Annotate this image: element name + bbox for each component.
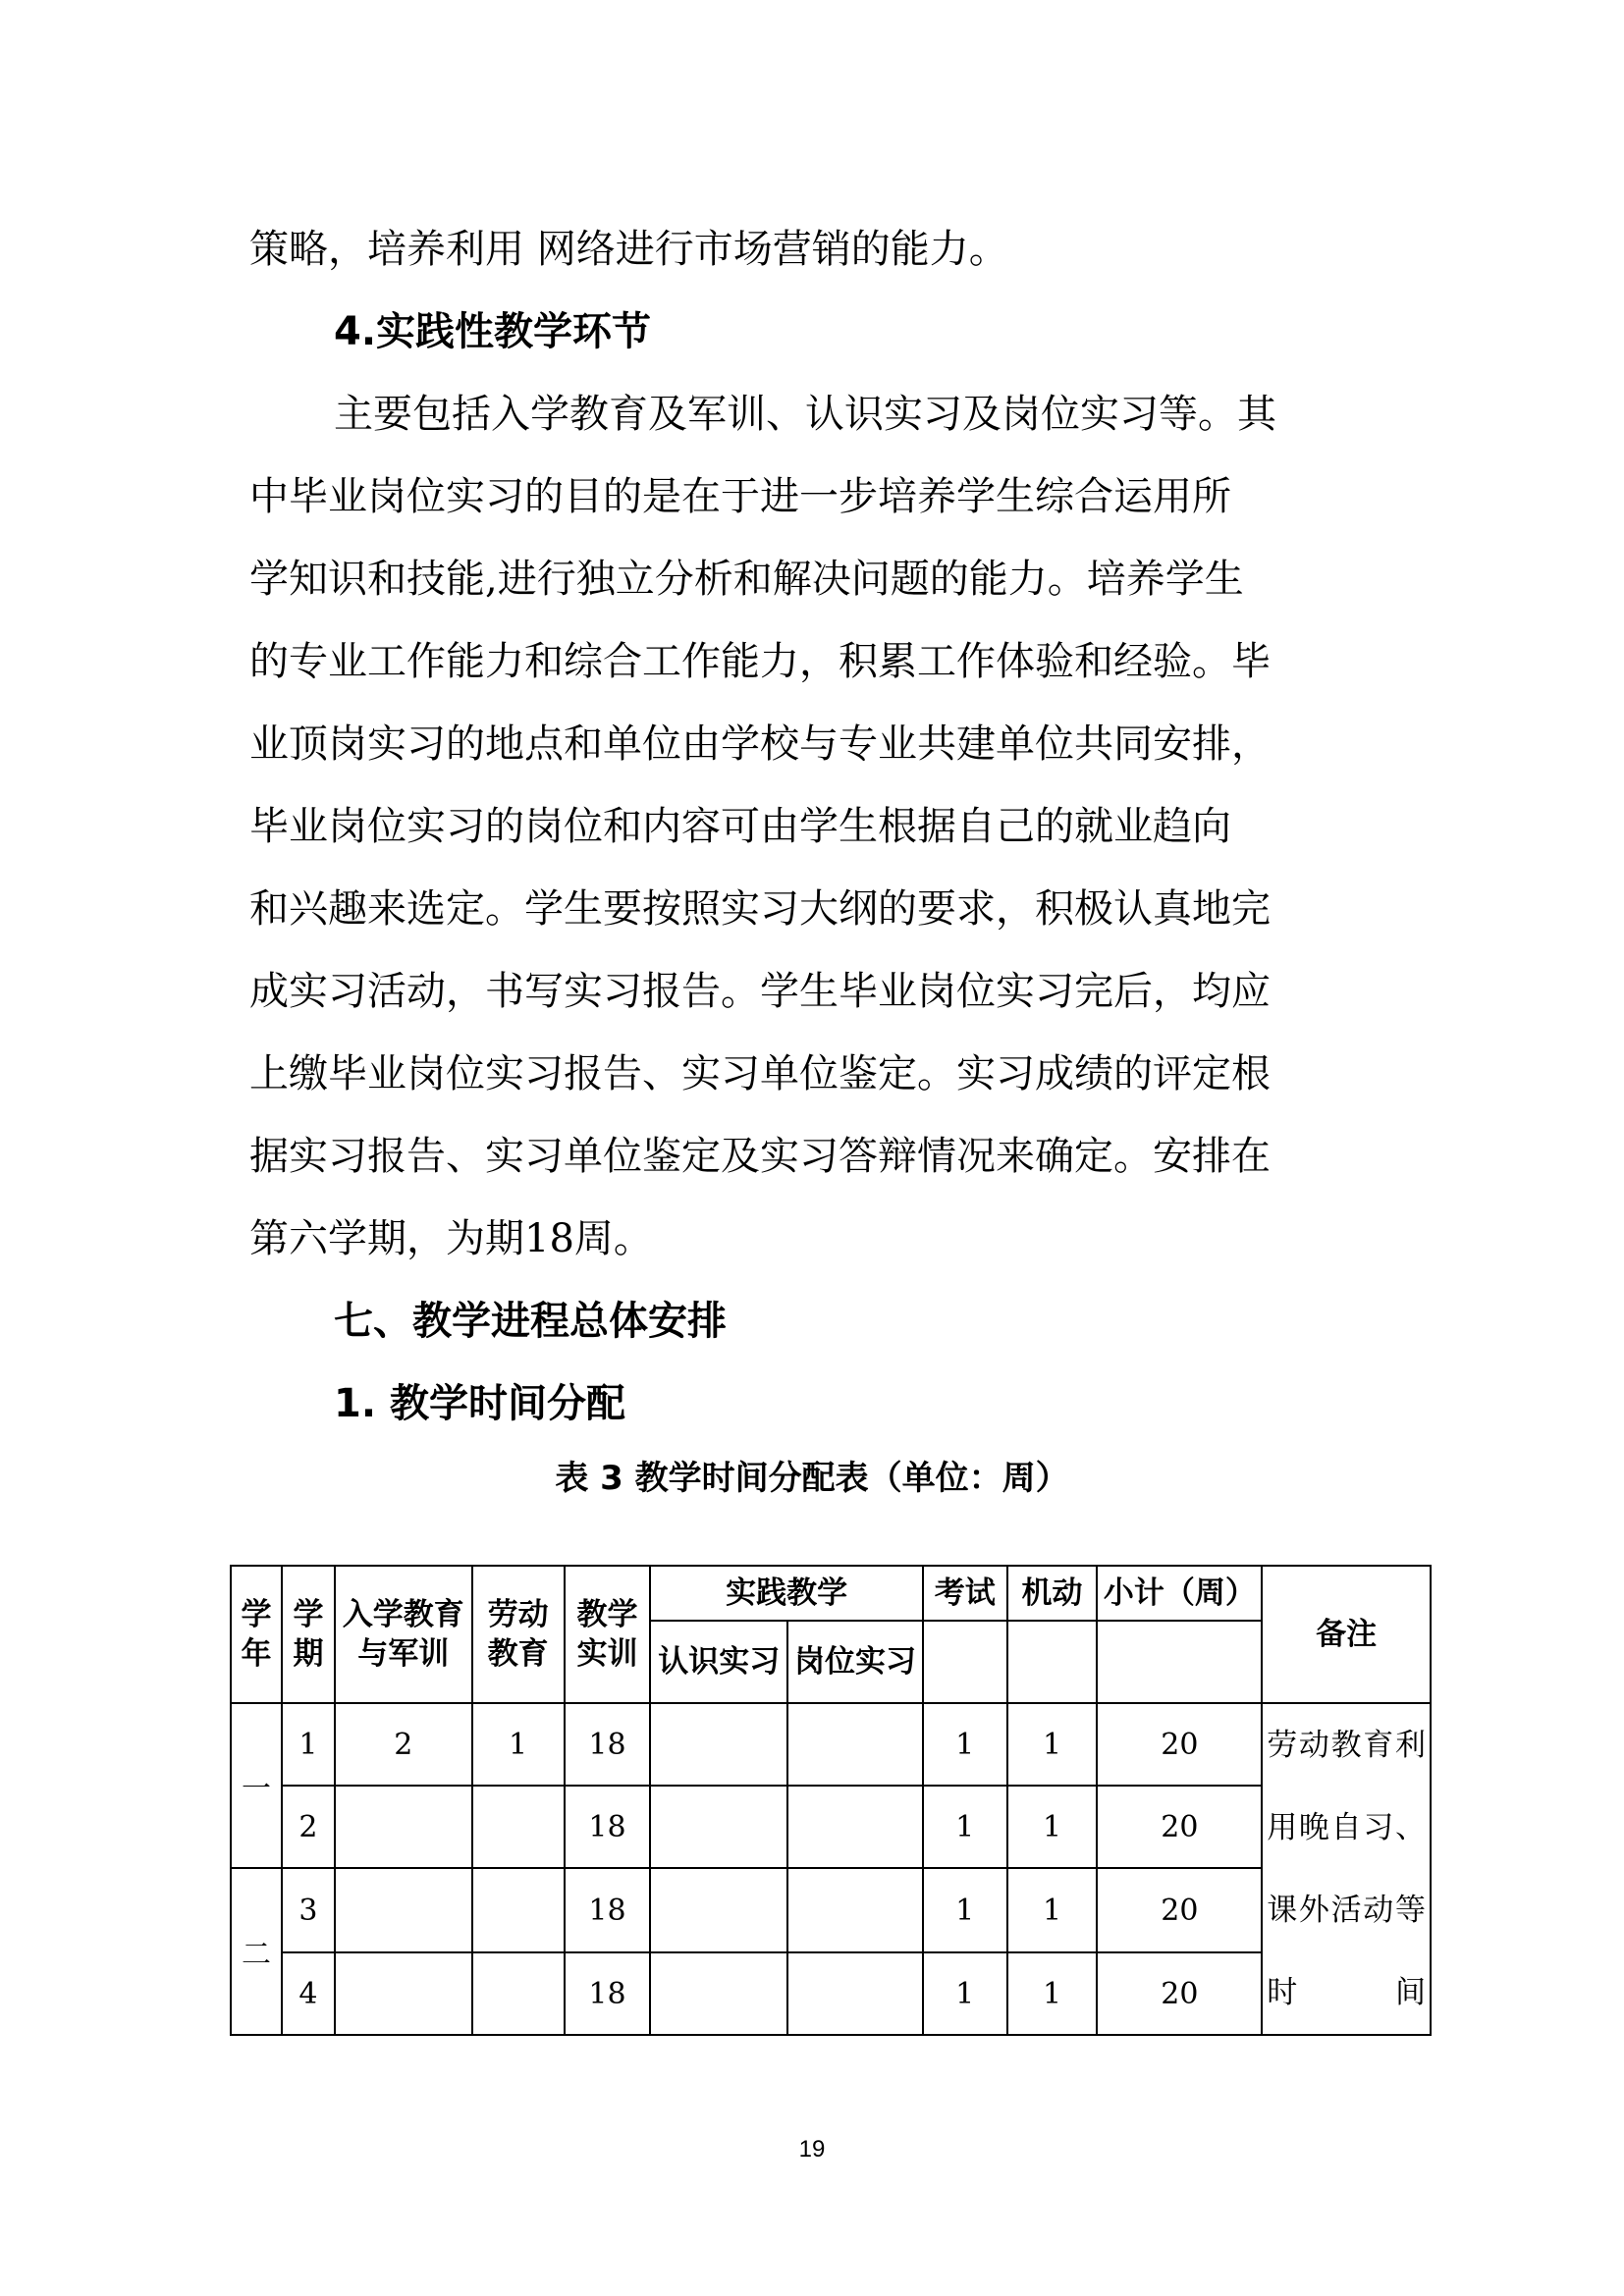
laodong-cell — [472, 1786, 565, 1868]
body-line-10: 成实习活动，书写实习报告。学生毕业岗位实习完后，均应 — [249, 969, 1271, 1014]
header-ruxue: 入学教育与军训 — [335, 1566, 472, 1703]
gangwei-cell — [787, 1703, 923, 1786]
body-line-12: 据实习报告、实习单位鉴定及实习答辩情况来确定。安排在 — [249, 1134, 1271, 1179]
body-line-13: 第六学期，为期18周。 — [249, 1216, 653, 1261]
body-line-6: 的专业工作能力和综合工作能力，积累工作体验和经验。毕 — [249, 639, 1271, 684]
table-row — [231, 1786, 1431, 1868]
note-cell: 劳动教育利用晚自习、课外活动等时间 — [1262, 1703, 1431, 2035]
header-xiaoji: 小计（周） — [1097, 1566, 1262, 1621]
jidong-cell: 1 — [1007, 1786, 1098, 1868]
header-jidong: 机动 — [1007, 1566, 1098, 1621]
ruxue-cell: 2 — [335, 1703, 472, 1786]
year-cell: 二 — [231, 1868, 282, 2035]
kaoshi-cell: 1 — [923, 1868, 1007, 1952]
renshi-cell — [650, 1703, 787, 1786]
table-row — [231, 1703, 1431, 1786]
year-cell: 一 — [231, 1703, 282, 1868]
section-heading-practice: 4.实践性教学环节 — [334, 309, 652, 354]
page-number: 19 — [798, 2136, 826, 2163]
ruxue-cell — [335, 1868, 472, 1952]
ruxue-cell — [335, 1952, 472, 2035]
jidong-cell: 1 — [1007, 1952, 1098, 2035]
gangwei-cell — [787, 1786, 923, 1868]
term-cell: 3 — [282, 1868, 335, 1952]
jiaoxue-cell: 18 — [565, 1868, 651, 1952]
header-xuenian: 学年 — [231, 1566, 282, 1703]
body-line-1: 策略，培养利用 网络进行市场营销的能力。 — [249, 227, 1008, 272]
renshi-cell — [650, 1952, 787, 2035]
gangwei-cell — [787, 1868, 923, 1952]
body-line-3: 主要包括入学教育及军训、认识实习及岗位实习等。其 — [334, 392, 1276, 437]
header-laodong: 劳动教育 — [472, 1566, 565, 1703]
header-kaoshi-blank — [923, 1621, 1007, 1703]
xiaoji-cell: 20 — [1097, 1786, 1262, 1868]
xiaoji-cell: 20 — [1097, 1703, 1262, 1786]
jiaoxue-cell: 18 — [565, 1952, 651, 2035]
xiaoji-cell: 20 — [1097, 1952, 1262, 2035]
teaching-time-table — [230, 1565, 1432, 2036]
renshi-cell — [650, 1786, 787, 1868]
subsection-heading-1: 1. 教学时间分配 — [334, 1381, 625, 1426]
header-jidong-blank — [1007, 1621, 1098, 1703]
jidong-cell: 1 — [1007, 1703, 1098, 1786]
body-line-4: 中毕业岗位实习的目的是在于进一步培养学生综合运用所 — [249, 474, 1231, 519]
section-heading-7: 七、教学进程总体安排 — [334, 1299, 727, 1344]
header-beizhu: 备注 — [1262, 1566, 1431, 1703]
table-row — [231, 1868, 1431, 1952]
term-cell: 4 — [282, 1952, 335, 2035]
jiaoxue-cell: 18 — [565, 1703, 651, 1786]
header-gangwei: 岗位实习 — [787, 1621, 923, 1703]
xiaoji-cell: 20 — [1097, 1868, 1262, 1952]
kaoshi-cell: 1 — [923, 1703, 1007, 1786]
body-line-5: 学知识和技能,进行独立分析和解决问题的能力。培养学生 — [249, 557, 1244, 602]
term-cell: 2 — [282, 1786, 335, 1868]
renshi-cell — [650, 1868, 787, 1952]
body-line-8: 毕业岗位实习的岗位和内容可由学生根据自己的就业趋向 — [249, 804, 1231, 849]
jiaoxue-cell: 18 — [565, 1786, 651, 1868]
header-jiaoxue: 教学实训 — [565, 1566, 651, 1703]
kaoshi-cell: 1 — [923, 1952, 1007, 2035]
laodong-cell: 1 — [472, 1703, 565, 1786]
header-xueqi: 学期 — [282, 1566, 335, 1703]
header-kaoshi: 考试 — [923, 1566, 1007, 1621]
body-line-7: 业顶岗实习的地点和单位由学校与专业共建单位共同安排， — [249, 721, 1271, 767]
table-row — [231, 1952, 1431, 2035]
jidong-cell: 1 — [1007, 1868, 1098, 1952]
laodong-cell — [472, 1868, 565, 1952]
kaoshi-cell: 1 — [923, 1786, 1007, 1868]
body-line-9: 和兴趣来选定。学生要按照实习大纲的要求，积极认真地完 — [249, 886, 1271, 932]
table-caption: 表 3 教学时间分配表（单位：周） — [555, 1459, 1069, 1498]
body-line-11: 上缴毕业岗位实习报告、实习单位鉴定。实习成绩的评定根 — [249, 1051, 1271, 1096]
gangwei-cell — [787, 1952, 923, 2035]
header-xiaoji-blank — [1097, 1621, 1262, 1703]
ruxue-cell — [335, 1786, 472, 1868]
laodong-cell — [472, 1952, 565, 2035]
header-shijian: 实践教学 — [650, 1566, 922, 1621]
header-renshi: 认识实习 — [650, 1621, 787, 1703]
term-cell: 1 — [282, 1703, 335, 1786]
